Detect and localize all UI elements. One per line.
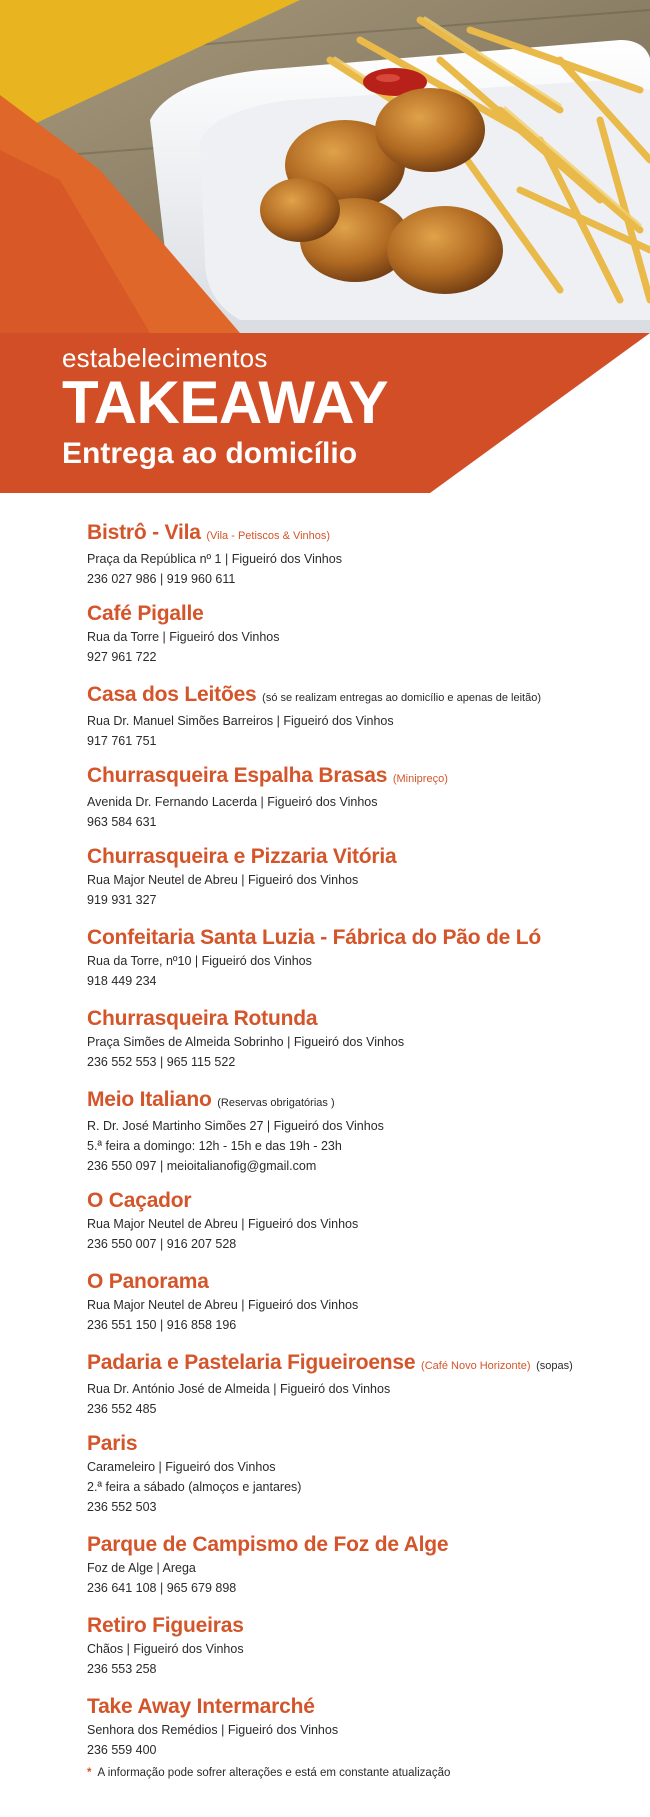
establishment-name: O Panorama	[87, 1270, 209, 1293]
establishment-name: O Caçador	[87, 1189, 192, 1212]
establishment-contact: 236 551 150 | 916 858 196	[87, 1318, 237, 1332]
list-item	[87, 1532, 627, 1613]
banner-text	[62, 341, 388, 473]
list-item	[87, 1613, 627, 1694]
establishment-detail: Praça da República nº 1 | Figueiró dos Vinhos	[87, 552, 342, 566]
list-item	[87, 1087, 627, 1188]
list-item	[87, 1269, 627, 1350]
establishment-contact: 236 641 108 | 965 679 898	[87, 1581, 237, 1595]
establishment-name-row	[87, 520, 627, 549]
establishment-name-row	[87, 844, 627, 870]
establishment-name-row	[87, 763, 627, 792]
establishment-name-row	[87, 1431, 627, 1457]
establishment-name: Churrasqueira e Pizzaria Vitória	[87, 845, 397, 868]
establishment-contact: 917 761 751	[87, 734, 157, 748]
establishment-detail: Avenida Dr. Fernando Lacerda | Figueiró dos Vinhos	[87, 795, 378, 809]
establishment-note: (Café Novo Horizonte)	[421, 1360, 531, 1372]
establishment-detail: R. Dr. José Martinho Simões 27 | Figueiró dos Vinhos	[87, 1119, 384, 1133]
establishment-contact: 963 584 631	[87, 815, 157, 829]
footnote-star: *	[87, 1767, 92, 1779]
banner-subtitle: estabelecimentos	[62, 343, 268, 373]
establishment-name-row	[87, 1694, 627, 1720]
establishment-contact: 236 027 986 | 919 960 611	[87, 572, 236, 586]
establishment-remark: (só se realizam entregas ao domicílio e apenas de leitão)	[262, 692, 541, 704]
establishment-name: Parque de Campismo de Foz de Alge	[87, 1533, 449, 1556]
establishment-detail: Rua da Torre, nº10 | Figueiró dos Vinhos	[87, 954, 312, 968]
establishment-name: Churrasqueira Espalha Brasas	[87, 764, 388, 787]
establishment-detail: 2.ª feira a sábado (almoços e jantares)	[87, 1480, 302, 1494]
list-item	[87, 763, 627, 844]
hero-food-photo	[0, 0, 650, 333]
establishment-name-row	[87, 925, 627, 951]
establishment-detail: Rua Major Neutel de Abreu | Figueiró dos Vinhos	[87, 1298, 359, 1312]
establishment-remark: (sopas)	[536, 1360, 573, 1372]
list-item	[87, 682, 627, 763]
establishment-contact: 236 552 553 | 965 115 522	[87, 1055, 236, 1069]
establishment-contact: 236 552 485	[87, 1402, 157, 1416]
establishment-name: Take Away Intermarché	[87, 1695, 315, 1718]
establishment-remark: (Reservas obrigatórias )	[217, 1097, 335, 1109]
takeaway-food-illustration	[0, 0, 650, 333]
establishment-contact: 236 553 258	[87, 1662, 157, 1676]
establishment-contact: 927 961 722	[87, 650, 157, 664]
establishment-detail: Rua Major Neutel de Abreu | Figueiró dos Vinhos	[87, 1217, 359, 1231]
establishment-name: Retiro Figueiras	[87, 1614, 244, 1637]
establishment-name: Bistrô - Vila	[87, 521, 201, 544]
list-item	[87, 1006, 627, 1087]
establishment-detail: Rua da Torre | Figueiró dos Vinhos	[87, 630, 280, 644]
establishment-detail: Foz de Alge | Arega	[87, 1561, 196, 1575]
establishment-detail: Carameleiro | Figueiró dos Vinhos	[87, 1460, 276, 1474]
list-item	[87, 1431, 627, 1532]
establishment-name-row	[87, 1087, 627, 1116]
establishment-contact: 236 552 503	[87, 1500, 157, 1514]
establishment-detail: Praça Simões de Almeida Sobrinho | Figueiró dos Vinhos	[87, 1035, 405, 1049]
establishment-name: Paris	[87, 1432, 138, 1455]
page-title: TAKEAWAY	[62, 369, 389, 436]
establishment-detail: Rua Dr. Manuel Simões Barreiros | Figueiró dos Vinhos	[87, 714, 394, 728]
list-item	[87, 1694, 627, 1775]
establishment-detail: Chãos | Figueiró dos Vinhos	[87, 1642, 244, 1656]
footnote	[87, 1767, 450, 1779]
establishment-name-row	[87, 1350, 627, 1379]
establishment-name-row	[87, 601, 627, 627]
establishment-detail: 5.ª feira a domingo: 12h - 15h e das 19h - 23h	[87, 1139, 342, 1153]
establishment-contact: 918 449 234	[87, 974, 157, 988]
list-item	[87, 520, 627, 601]
establishment-detail: Senhora dos Remédios | Figueiró dos Vinhos	[87, 1723, 339, 1737]
establishment-contact: 236 550 097 | meioitalianofig@gmail.com	[87, 1159, 317, 1173]
establishment-name-row	[87, 682, 627, 711]
establishment-list	[87, 520, 627, 1775]
list-item	[87, 601, 627, 682]
list-item	[87, 1188, 627, 1269]
establishment-name: Churrasqueira Rotunda	[87, 1007, 318, 1030]
establishment-name-row	[87, 1188, 627, 1214]
establishment-name: Casa dos Leitões	[87, 683, 257, 706]
footnote-text: A informação pode sofrer alterações e está em constante atualização	[97, 1767, 451, 1779]
establishment-detail: Rua Major Neutel de Abreu | Figueiró dos Vinhos	[87, 873, 359, 887]
establishment-name: Café Pigalle	[87, 602, 204, 625]
establishment-contact: 919 931 327	[87, 893, 157, 907]
establishment-contact: 236 559 400	[87, 1743, 157, 1757]
establishment-name: Meio Italiano	[87, 1088, 212, 1111]
list-item	[87, 844, 627, 925]
header-banner	[0, 333, 650, 493]
establishment-detail: Rua Dr. António José de Almeida | Figueiró dos Vinhos	[87, 1382, 391, 1396]
establishment-name-row	[87, 1613, 627, 1639]
establishment-note: (Vila - Petiscos & Vinhos)	[206, 530, 331, 542]
establishment-note: (Minipreço)	[392, 773, 448, 785]
establishment-name: Padaria e Pastelaria Figueiroense	[87, 1351, 416, 1374]
list-item	[87, 925, 627, 1006]
establishment-name-row	[87, 1269, 627, 1295]
establishment-name-row	[87, 1006, 627, 1032]
establishment-name-row	[87, 1532, 627, 1558]
banner-tagline: Entrega ao domicílio	[62, 437, 358, 470]
establishment-contact: 236 550 007 | 916 207 528	[87, 1237, 237, 1251]
list-item	[87, 1350, 627, 1431]
establishment-name: Confeitaria Santa Luzia - Fábrica do Pão de Ló	[87, 926, 542, 949]
